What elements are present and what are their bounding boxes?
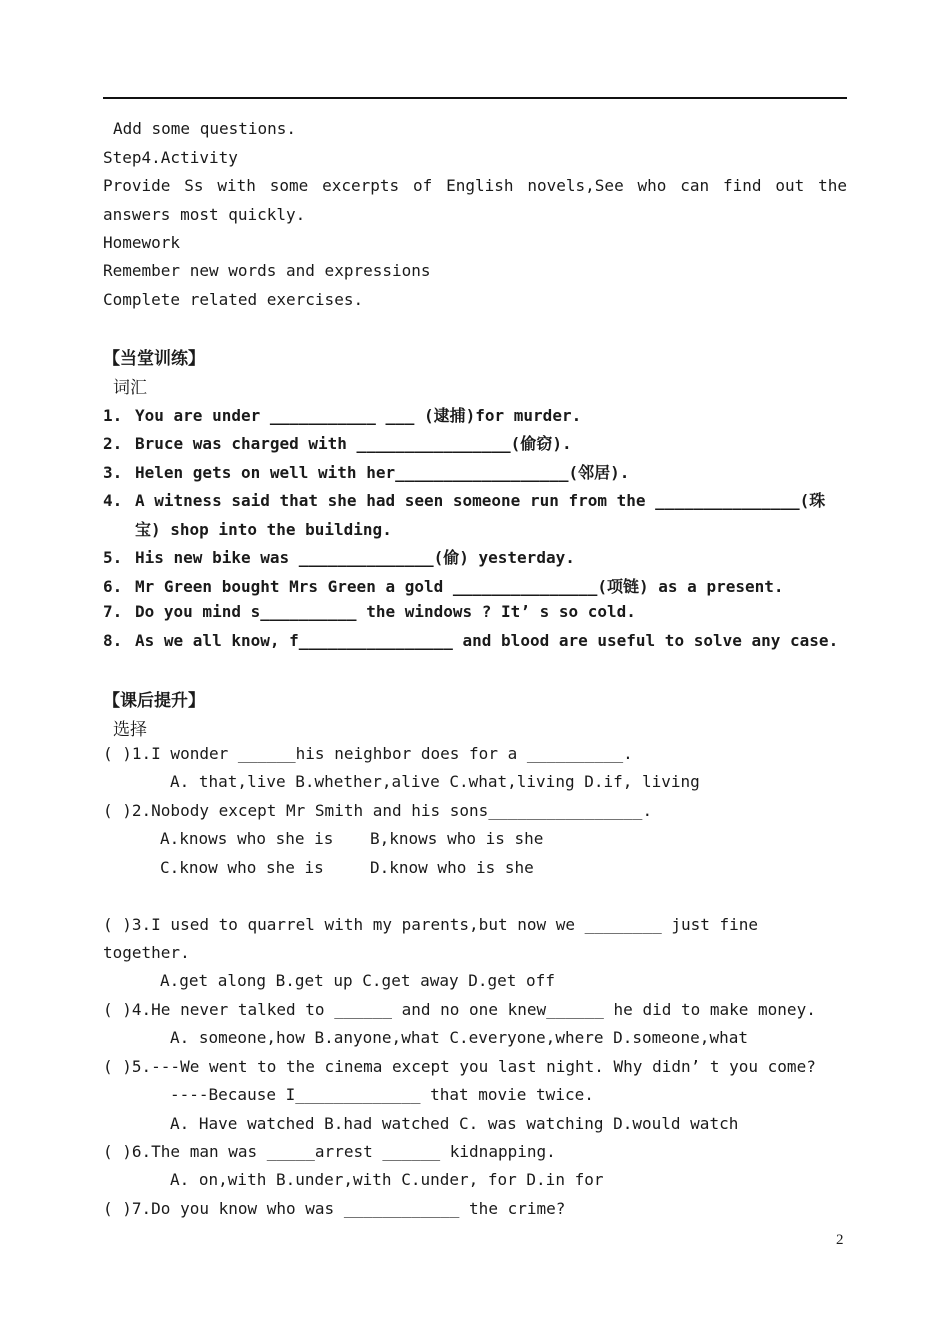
intro-line: Add some questions. [113,119,297,138]
question-3: ( )3.I used to quarrel with my parents,but now we ________ just fine [103,915,759,934]
vocab-item: 4. A witness said that she had seen someone run from the _______________(珠 [103,491,826,510]
question-2-option-a: A.knows who she is [160,829,334,848]
intro-line: Provide Ss with some excerpts of English novels,See who can find out the [103,176,847,195]
vocab-item: 5. His new bike was ______________(偷) yesterday. [103,548,575,567]
question-3-continued: together. [103,943,190,962]
vocab-item-continued: 宝) shop into the building. [135,520,392,539]
question-6-options: A. on,with B.under,with C.under, for D.in for [170,1170,604,1189]
question-3-options: A.get along B.get up C.get away D.get off [160,971,555,990]
question-7: ( )7.Do you know who was ____________ the crime? [103,1199,566,1218]
question-5: ( )5.---We went to the cinema except you last night. Why didn’ t you come? [103,1057,816,1076]
section-subtitle-choice: 选择 [113,720,147,740]
question-1-options: A. that,live B.whether,alive C.what,living D.if, living [170,772,700,791]
vocab-item: 3. Helen gets on well with her__________________(邻居). [103,463,630,482]
question-2-option-c: C.know who she is [160,858,324,877]
question-4-options: A. someone,how B.anyone,what C.everyone,where D.someone,what [170,1028,748,1047]
intro-line: Remember new words and expressions [103,261,431,280]
question-1: ( )1.I wonder ______his neighbor does for a __________. [103,744,633,763]
question-5-options: A. Have watched B.had watched C. was watching D.would watch [170,1114,739,1133]
question-2-option-d: D.know who is she [370,858,534,877]
vocab-item: 2. Bruce was charged with ________________(偷窃). [103,434,572,453]
question-2-option-b: B,knows who is she [370,829,544,848]
step-heading: Step4.Activity [103,148,238,167]
section-subtitle-vocab: 词汇 [113,378,147,398]
vocab-item: 8. As we all know, f________________ and blood are useful to solve any case. [103,631,839,650]
page-number: 2 [836,1232,844,1248]
vocab-item: 1. You are under ___________ ___ (逮捕)for murder. [103,406,582,425]
section-title-after-class: 【课后提升】 [103,691,205,711]
homework-heading: Homework [103,233,181,252]
section-title-classroom: 【当堂训练】 [103,349,205,369]
vocab-item: 6. Mr Green bought Mrs Green a gold _______________(项链) as a present. [103,577,784,596]
question-2: ( )2.Nobody except Mr Smith and his sons________________. [103,801,653,820]
question-4: ( )4.He never talked to ______ and no one knew______ he did to make money. [103,1000,816,1019]
vocab-item: 7. Do you mind s__________ the windows ? It’ s so cold. [103,602,636,621]
intro-line: Complete related exercises. [103,290,364,309]
header-rule [103,97,847,99]
question-6: ( )6.The man was _____arrest ______ kidnapping. [103,1142,556,1161]
intro-line: answers most quickly. [103,205,306,224]
question-5-continued: ----Because I_____________ that movie twice. [170,1085,594,1104]
